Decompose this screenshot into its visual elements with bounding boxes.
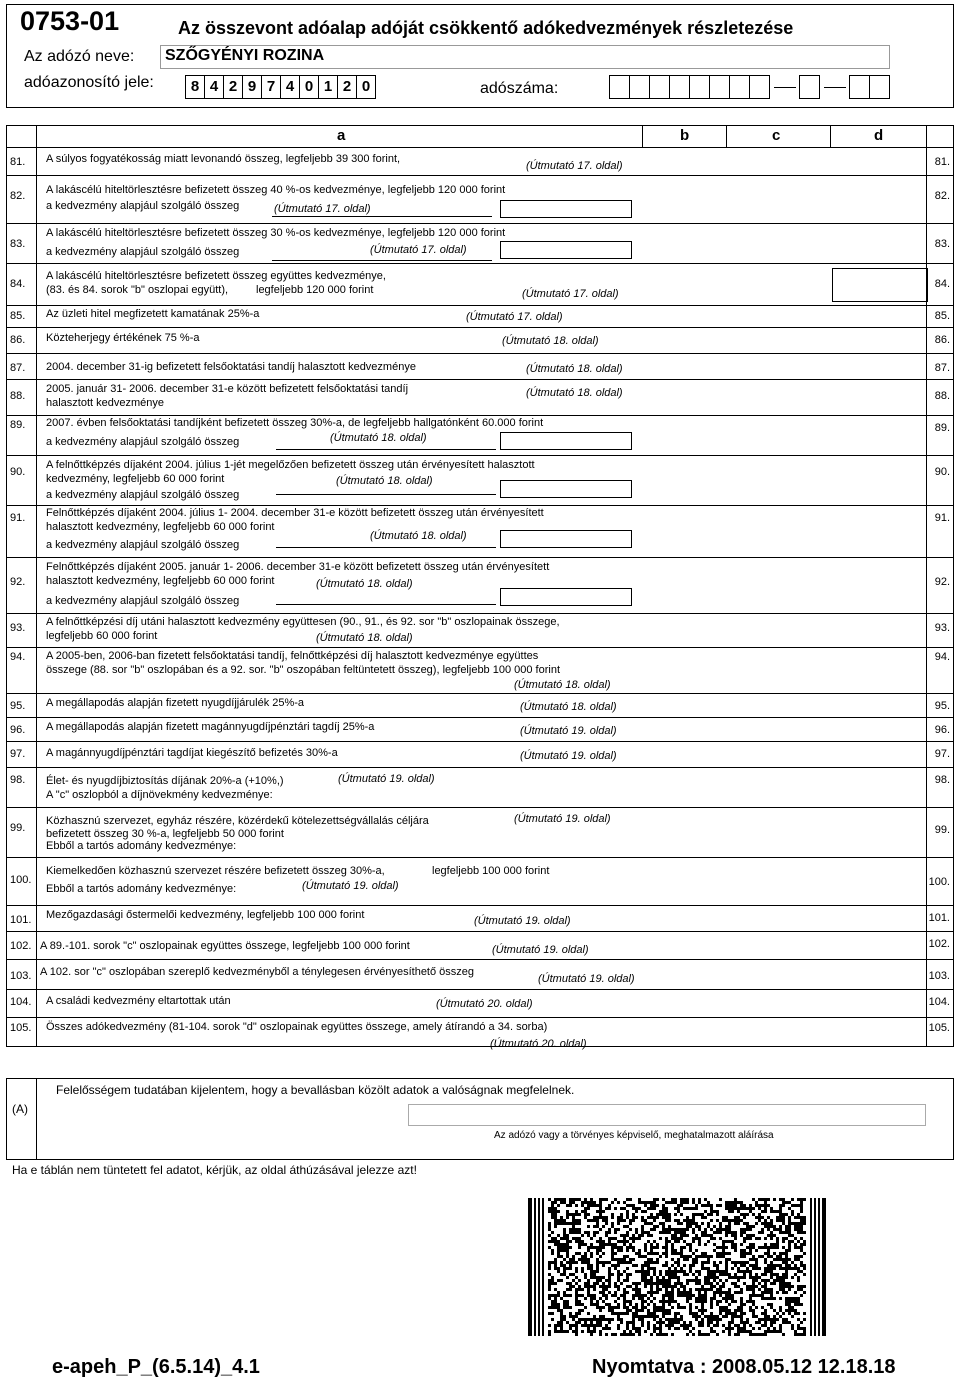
taxnumber-label: adószáma: bbox=[480, 80, 559, 97]
col-d-header: d bbox=[874, 127, 884, 144]
taxid-digit: 0 bbox=[299, 75, 319, 99]
name-label: Az adózó neve: bbox=[24, 48, 135, 65]
row-84-total-field[interactable] bbox=[832, 268, 928, 302]
row-89-amount-field[interactable] bbox=[500, 432, 632, 450]
taxid-digit: 8 bbox=[185, 75, 205, 99]
taxid-digit: 0 bbox=[356, 75, 376, 99]
col-c-header: c bbox=[772, 127, 781, 144]
row-86: 86. Közteherjegy értékének 75 %-a (Útmutató 18. oldal) 86. bbox=[6, 327, 954, 353]
col-b-header: b bbox=[680, 127, 690, 144]
row-91: 91. Felnőttképzés díjaként 2004. július 1- 2004. december 31-e között befizetett összeg után érvényesített halasztott kedvezmény, legfeljebb 60 000 forint a kedvezmény alapjául szolgáló összeg (Útmutató 18. oldal) 91. bbox=[6, 505, 954, 557]
barcode-image bbox=[528, 1198, 826, 1336]
empty-page-note: Ha e táblán nem tüntetett fel adatot, kérjük, az oldal áthúzásával jelezze azt! bbox=[12, 1163, 417, 1177]
taxid-digit: 4 bbox=[204, 75, 224, 99]
taxid-digit: 2 bbox=[223, 75, 243, 99]
row-92-amount-field[interactable] bbox=[500, 588, 632, 606]
taxid-digit: 7 bbox=[261, 75, 281, 99]
row-85: 85. Az üzleti hitel megfizetett kamatának 25%-a (Útmutató 17. oldal) 85. bbox=[6, 305, 954, 327]
taxid-digit: 2 bbox=[337, 75, 357, 99]
row-103: 103. A 102. sor "c" oszlopában szereplő kedvezményből a ténylegesen érvényesíthető összeg (Útmutató 19. oldal) 103. bbox=[6, 959, 954, 989]
row-94: 94. A 2005-ben, 2006-ban fizetett felsőoktatási tandíj, felnőttképzési díj halasztott kedvezménye együttes összege (88. sor "b" oszlopában és a 92. sor. "b" oszopában feltüntetett összeg), legfeljebb 100 000 forint (Útmutató 18. oldal) 94. bbox=[6, 647, 954, 693]
row-105: 105. Összes adókedvezmény (81-104. sorok "d" oszlopainak együttes összege, amely átírandó a 34. sorba) (Útmutató 20. oldal) 105. bbox=[6, 1017, 954, 1047]
row-84: 84. A lakáscélú hiteltörlesztésre befizetett összeg együttes kedvezménye, (83. és 84. sorok "b" oszlopai együtt), legfeljebb 120 000 forint (Útmutató 17. oldal) 84. bbox=[6, 263, 954, 305]
signature-caption: Az adózó vagy a törvényes képviselő, meghatalmazott aláírása bbox=[494, 1130, 774, 1141]
row-96: 96. A megállapodás alapján fizetett magánnyugdíjpénztári tagdíj 25%-a (Útmutató 19. oldal) 96. bbox=[6, 717, 954, 741]
taxnumber-field[interactable] bbox=[610, 75, 890, 99]
row-98: 98. Élet- és nyugdíjbiztosítás díjának 20%-a (+10%,) A "c" oszlopból a díjnövekmény kedvezménye: (Útmutató 19. oldal) 98. bbox=[6, 767, 954, 807]
row-90: 90. A felnőttképzés díjaként 2004. július 1-jét megelőzően befizetett összeg után érvényesített halasztott kedvezmény, legfeljebb 60 000 forint a kedvezmény alapjául szolgáló összeg (Útmutató 18. oldal) 90. bbox=[6, 455, 954, 505]
declaration-marker: (A) bbox=[12, 1102, 28, 1116]
row-82: 82. A lakáscélú hiteltörlesztésre befizetett összeg 40 %-os kedvezménye, legfeljebb 120 000 forint a kedvezmény alapjául szolgáló összeg (Útmutató 17. oldal) 82. bbox=[6, 175, 954, 223]
row-104: 104. A családi kedvezmény eltartottak után (Útmutató 20. oldal) 104. bbox=[6, 989, 954, 1017]
row-83: 83. A lakáscélú hiteltörlesztésre befizetett összeg 30 %-os kedvezménye, legfeljebb 120 000 forint a kedvezmény alapjául szolgáló összeg (Útmutató 17. oldal) 83. bbox=[6, 223, 954, 263]
declaration-text: Felelősségem tudatában kijelentem, hogy a bevallásban közölt adatok a valóságnak megfelelnek. bbox=[56, 1083, 575, 1097]
row-95: 95. A megállapodás alapján fizetett nyugdíjjárulék 25%-a (Útmutató 18. oldal) 95. bbox=[6, 693, 954, 717]
row-97: 97. A magánnyugdíjpénztári tagdíjat kiegészítő befizetés 30%-a (Útmutató 19. oldal) 97. bbox=[6, 741, 954, 767]
row-101: 101. Mezőgazdasági őstermelői kedvezmény, legfeljebb 100 000 forint (Útmutató 19. oldal) 101. bbox=[6, 905, 954, 931]
row-88: 88. 2005. január 31- 2006. december 31-e között befizetett felsőoktatási tandíj halasztott kedvezménye (Útmutató 18. oldal) 88. bbox=[6, 379, 954, 415]
row-81: 81. A súlyos fogyatékosság miatt levonandó összeg, legfeljebb 39 300 forint, (Útmutató 17. oldal) 81. bbox=[6, 147, 954, 175]
taxid-digit: 4 bbox=[280, 75, 300, 99]
form-code: 0753-01 bbox=[20, 6, 120, 36]
form-title: Az összevont adóalap adóját csökkentő adókedvezmények részletezése bbox=[178, 18, 794, 38]
row-90-amount-field[interactable] bbox=[500, 480, 632, 498]
row-100: 100. Kiemelkedően közhasznú szervezet részére befizetett összeg 30%-a, legfeljebb 100 000 forint Ebből a tartós adomány kedvezménye: (Útmutató 19. oldal) 100. bbox=[6, 857, 954, 905]
row-83-amount-field[interactable] bbox=[500, 241, 632, 259]
row-92: 92. Felnőttképzés díjaként 2005. január 1- 2006. december 31-e között befizetett összeg után érvényesített halasztott kedvezmény, legfeljebb 60 000 forint a kedvezmény alapjául szolgáló összeg (Útmutató 18. oldal) 92. bbox=[6, 557, 954, 613]
footer-version: e-apeh_P_(6.5.14)_4.1 bbox=[52, 1356, 260, 1378]
row-91-amount-field[interactable] bbox=[500, 530, 632, 548]
taxid-label: adóazonosító jele: bbox=[24, 74, 154, 91]
col-a-header: a bbox=[337, 127, 346, 144]
row-93: 93. A felnőttképzési díj utáni halasztott kedvezmény együttesen (90., 91., és 92. sor "b" oszlopainak összege, legfeljebb 60 000 forint (Útmutató 18. oldal) 93. bbox=[6, 613, 954, 647]
taxid-digit: 9 bbox=[242, 75, 262, 99]
row-82-amount-field[interactable] bbox=[500, 200, 632, 218]
taxid-digits[interactable] bbox=[186, 75, 376, 99]
signature-field[interactable] bbox=[408, 1104, 926, 1126]
taxid-digit: 1 bbox=[318, 75, 338, 99]
row-99: 99. Közhasznú szervezet, egyház részére, közérdekű kötelezettségvállalás céljára befizetett összeg 30 %-a, legfeljebb 50 000 forint Ebből a tartós adomány kedvezménye: (Útmutató 19. oldal) 99. bbox=[6, 807, 954, 857]
footer-print-date: Nyomtatva : 2008.05.12 12.18.18 bbox=[592, 1356, 896, 1378]
row-87: 87. 2004. december 31-ig befizetett felsőoktatási tandíj halasztott kedvezménye (Útmutató 18. oldal) 87. bbox=[6, 353, 954, 379]
row-89: 89. 2007. évben felsőoktatási tandíjként befizetett összeg 30%-a, de legfeljebb hallgatónként 60.000 forint a kedvezmény alapjául szolgáló összeg (Útmutató 18. oldal) 89. bbox=[6, 415, 954, 455]
taxpayer-name-field[interactable]: SZŐGYÉNYI ROZINA bbox=[160, 45, 890, 69]
row-102: 102. A 89.-101. sorok "c" oszlopainak együttes összege, legfeljebb 100 000 forint (Útmutató 19. oldal) 102. bbox=[6, 931, 954, 959]
